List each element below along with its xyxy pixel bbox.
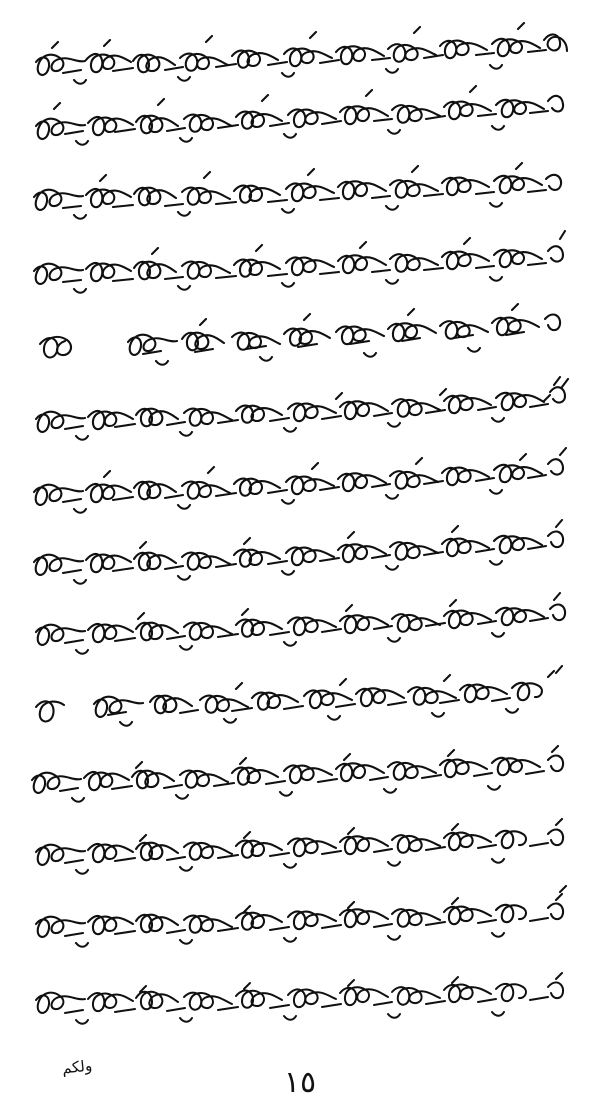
page-number: ١٥ <box>283 1065 317 1100</box>
catchword: ولكم <box>61 1056 93 1078</box>
